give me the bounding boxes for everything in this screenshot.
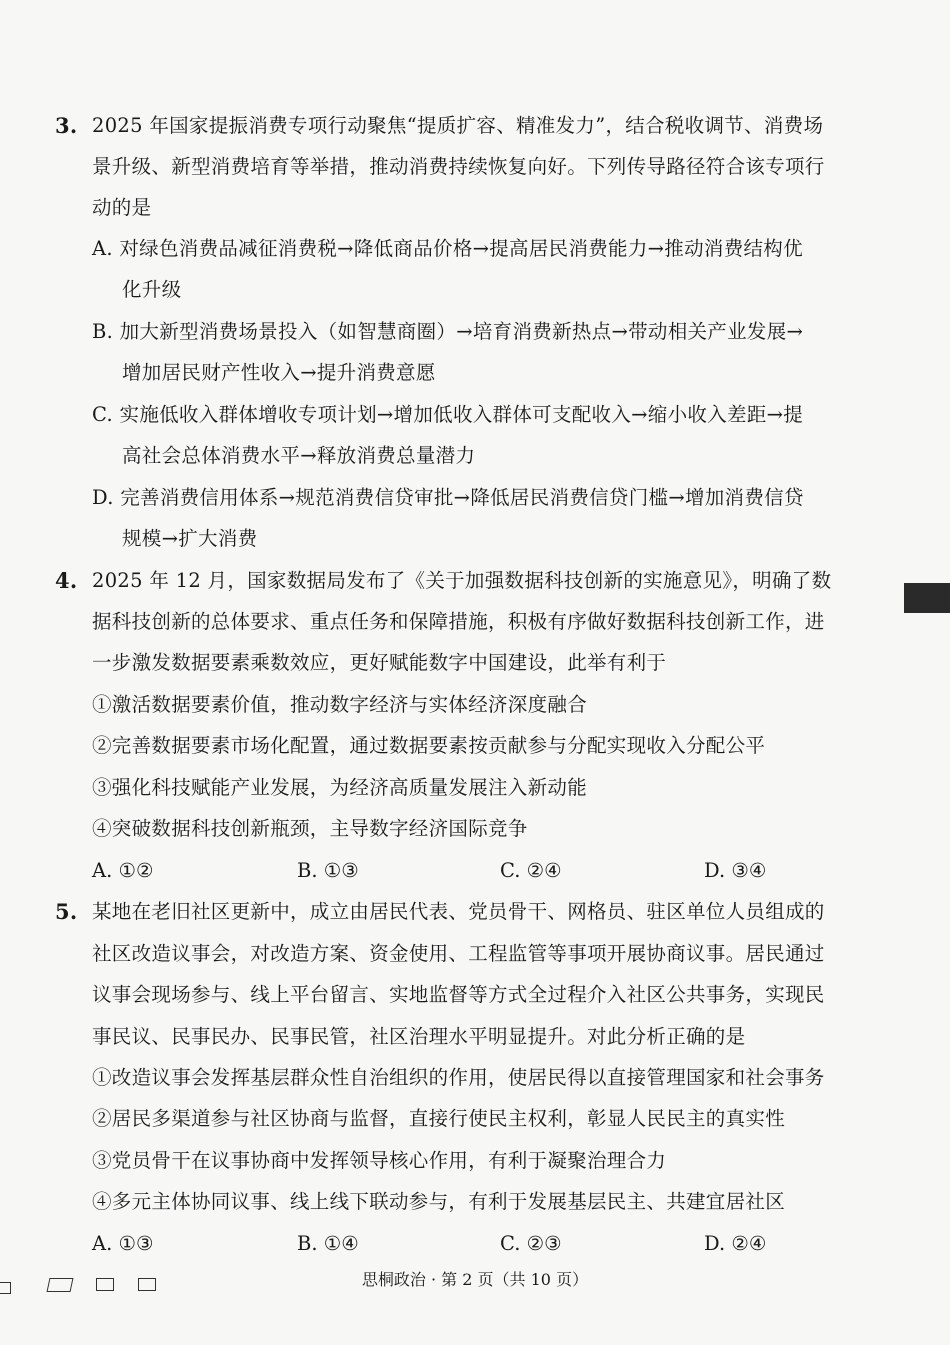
q5-stem-line-4: 事民议、民事民办、民事民管，社区治理水平明显提升。对此分析正确的是 bbox=[92, 1025, 746, 1048]
q5-choice-d: D. ②④ bbox=[704, 1232, 767, 1255]
q4-item-4: ④突破数据科技创新瓶颈，主导数字经济国际竞争 bbox=[92, 817, 528, 840]
q4-number: 4. bbox=[55, 568, 78, 593]
q5-stem-line-2: 社区改造议事会，对改造方案、资金使用、工程监管等事项开展协商议事。居民通过 bbox=[92, 942, 825, 965]
q5-item-2: ②居民多渠道参与社区协商与监督，直接行使民主权利，彰显人民民主的真实性 bbox=[92, 1107, 786, 1130]
q3-stem-line-3: 动的是 bbox=[92, 196, 152, 219]
q4-choice-c: C. ②④ bbox=[500, 859, 562, 882]
q3-option-d: D. 完善消费信用体系→规范消费信贷审批→降低居民消费信贷门槛→增加消费信贷 bbox=[92, 486, 804, 509]
q3-option-c: C. 实施低收入群体增收专项计划→增加低收入群体可支配收入→缩小收入差距→提 bbox=[92, 403, 804, 426]
q5-choice-b: B. ①④ bbox=[297, 1232, 359, 1255]
q4-stem-line-2: 据科技创新的总体要求、重点任务和保障措施，积极有序做好数据科技创新工作，进 bbox=[92, 610, 825, 633]
q3-option-a: A. 对绿色消费品减征消费税→降低商品价格→提高居民消费能力→推动消费结构优 bbox=[92, 237, 803, 260]
q5-choice-a: A. ①③ bbox=[92, 1232, 154, 1255]
q3-option-c-cont: 高社会总体消费水平→释放消费总量潜力 bbox=[122, 444, 476, 467]
q5-stem-line-3: 议事会现场参与、线上平台留言、实地监督等方式全过程介入社区公共事务，实现民 bbox=[92, 983, 825, 1006]
q3-option-d-cont: 规模→扩大消费 bbox=[122, 527, 258, 550]
q3-number: 3. bbox=[55, 113, 78, 138]
q4-choice-a: A. ①② bbox=[92, 859, 154, 882]
q3-option-b: B. 加大新型消费场景投入（如智慧商圈）→培育消费新热点→带动相关产业发展→ bbox=[92, 320, 804, 343]
q4-item-3: ③强化科技赋能产业发展，为经济高质量发展注入新动能 bbox=[92, 776, 588, 799]
q4-choice-b: B. ①③ bbox=[297, 859, 359, 882]
q3-option-a-cont: 化升级 bbox=[122, 278, 182, 301]
q4-choice-d: D. ③④ bbox=[704, 859, 767, 882]
q5-choice-c: C. ②③ bbox=[500, 1232, 562, 1255]
page-edge-marker bbox=[904, 583, 950, 613]
q4-item-1: ①激活数据要素价值，推动数字经济与实体经济深度融合 bbox=[92, 693, 588, 716]
page-footer: 思桐政治 · 第 2 页（共 10 页） bbox=[361, 1270, 589, 1289]
q3-option-b-cont: 增加居民财产性收入→提升消费意愿 bbox=[122, 361, 436, 384]
q3-stem-line-1: 2025 年国家提振消费专项行动聚焦“提质扩容、精准发力”，结合税收调节、消费场 bbox=[92, 114, 824, 137]
q5-item-1: ①改造议事会发挥基层群众性自治组织的作用，使居民得以直接管理国家和社会事务 bbox=[92, 1066, 825, 1089]
q4-item-2: ②完善数据要素市场化配置，通过数据要素按贡献参与分配实现收入分配公平 bbox=[92, 734, 766, 757]
q4-stem-line-3: 一步激发数据要素乘数效应，更好赋能数字中国建设，此举有利于 bbox=[92, 651, 667, 674]
q5-stem-line-1: 某地在老旧社区更新中，成立由居民代表、党员骨干、网格员、驻区单位人员组成的 bbox=[92, 900, 825, 923]
q4-stem-line-1: 2025 年 12 月，国家数据局发布了《关于加强数据科技创新的实施意见》，明确了数 bbox=[92, 569, 832, 592]
q5-item-3: ③党员骨干在议事协商中发挥领导核心作用，有利于凝聚治理合力 bbox=[92, 1149, 667, 1172]
q5-number: 5. bbox=[55, 899, 78, 924]
q5-item-4: ④多元主体协同议事、线上线下联动参与，有利于发展基层民主、共建宜居社区 bbox=[92, 1190, 786, 1213]
q3-stem-line-2: 景升级、新型消费培育等举措，推动消费持续恢复向好。下列传导路径符合该专项行 bbox=[92, 155, 825, 178]
